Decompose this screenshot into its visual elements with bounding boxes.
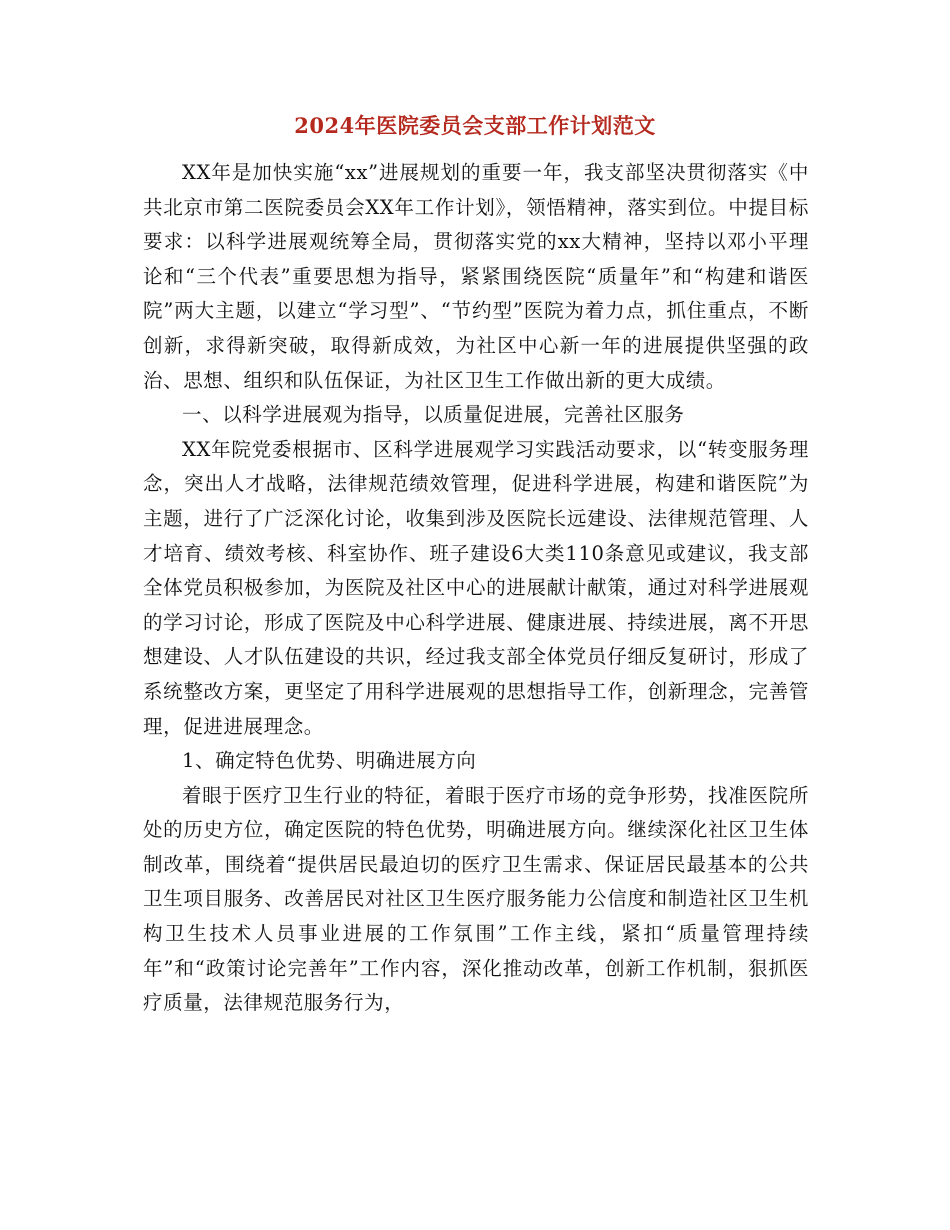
paragraph-intro: XX年是加快实施“xx”进展规划的重要一年，我支部坚决贯彻落实《中共北京市第二医院委员会XX年工作计划》，领悟精神，落实到位。中提目标要求：以科学进展观统筹全局，贯彻落实党的xx大精神，坚持以邓小平理论和“三个代表”重要思想为指导，紧紧围绕医院“质量年”和“构建和谐医院”两大主题，以建立“学习型”、“节约型”医院为着力点，抓住重点，不断创新，求得新突破，取得新成效，为社区中心新一年的进展提供坚强的政治、思想、组织和队伍保证，为社区卫生工作做出新的更大成绩。 xyxy=(143,161,809,392)
paragraph-section-1: XX年院党委根据市、区科学进展观学习实践活动要求，以“转变服务理念，突出人才战略，法律规范绩效管理，促进科学进展，构建和谐医院”为主题，进行了广泛深化讨论，收集到涉及医院长远建设、法律规范管理、人才培育、绩效考核、科室协作、班子建设6大类110条意见或建议，我支部全体党员积极参加，为医院及社区中心的进展献计献策，通过对科学进展观的学习讨论，形成了医院及中心科学进展、健康进展、持续进展，离不开思想建设、人才队伍建设的共识，经过我支部全体党员仔细反复研讨，形成了系统整改方案，更坚定了用科学进展观的思想指导工作，创新理念，完善管理，促进进展理念。 xyxy=(143,437,809,738)
subsection-heading-1: 1、确定特色优势、明确进展方向 xyxy=(182,749,477,773)
paragraph-subsection-1: 着眼于医疗卫生行业的特征，着眼于医疗市场的竞争形势，找准医院所处的历史方位，确定医院的特色优势，明确进展方向。继续深化社区卫生体制改革，围绕着“提供居民最迫切的医疗卫生需求、保证居民最基本的公共卫生项目服务、改善居民对社区卫生医疗服务能力公信度和制造社区卫生机构卫生技术人员事业进展的工作氛围”工作主线，紧扣“质量管理持续年”和“政策讨论完善年”工作内容，深化推动改革，创新工作机制，狠抓医疗质量，法律规范服务行为， xyxy=(143,783,809,1015)
section-heading-1: 一、以科学进展观为指导，以质量促进展，完善社区服务 xyxy=(182,403,685,427)
document-body xyxy=(143,156,809,1021)
document-title: 2024年医院委员会支部工作计划范文 xyxy=(294,113,656,138)
